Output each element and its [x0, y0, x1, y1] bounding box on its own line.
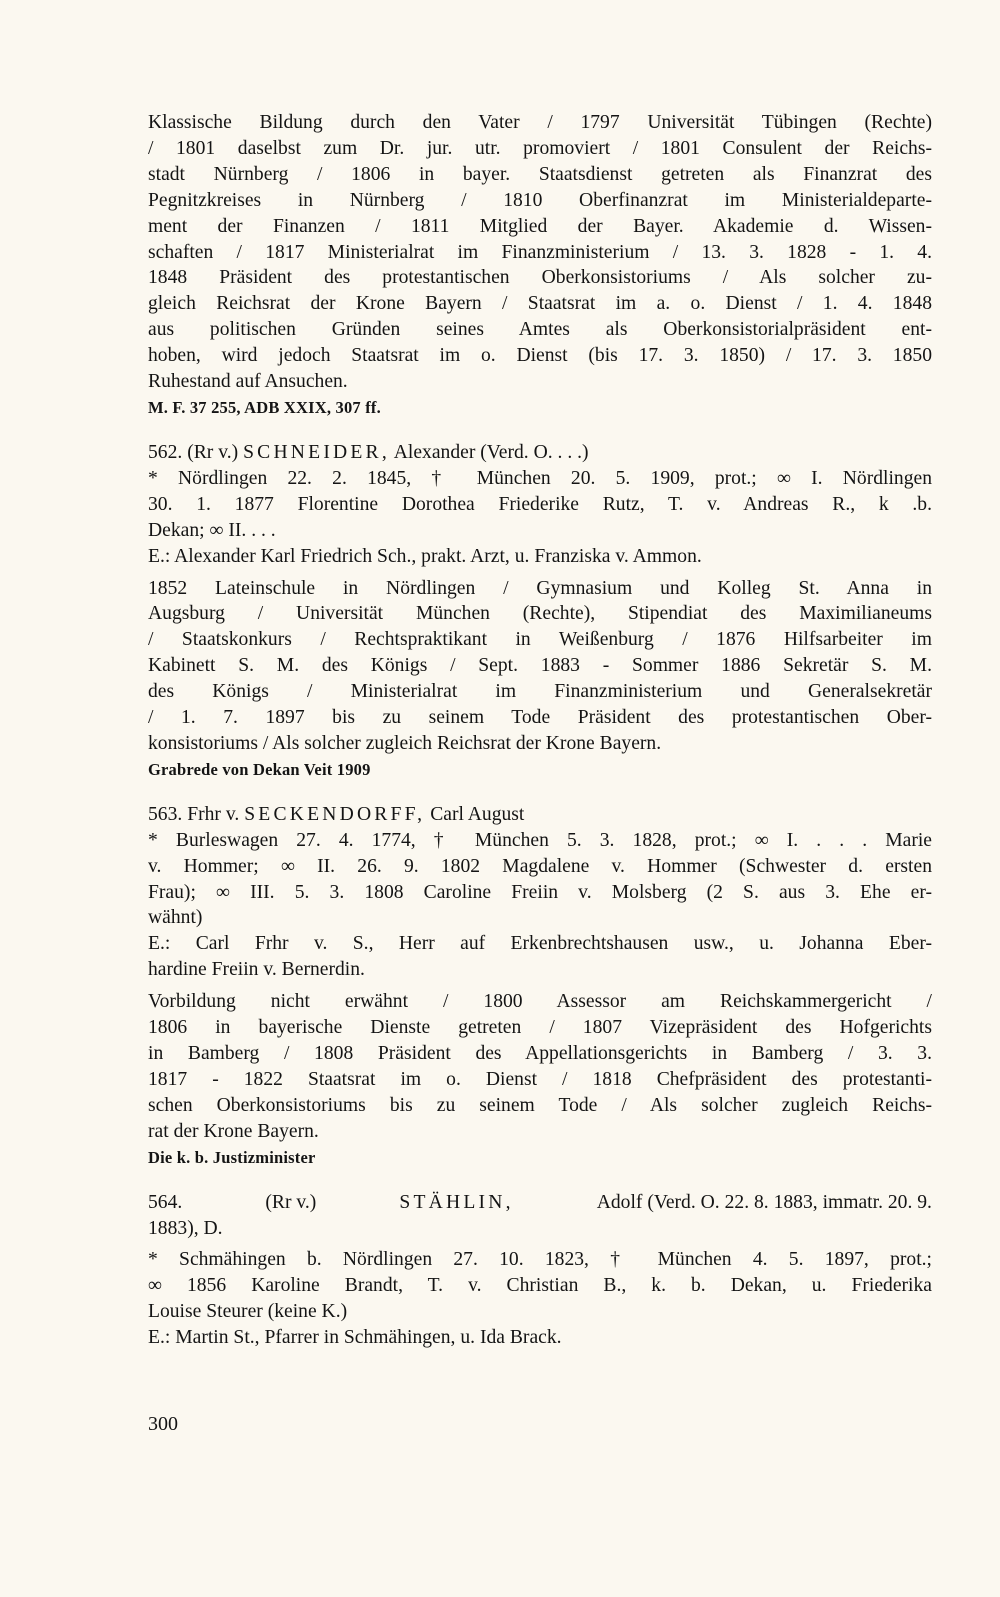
text-line: Dekan; ∞ II. . . . [148, 519, 276, 541]
text-line: schaften / 1817 Ministerialrat im Finanzministerium / 13. 3. 1828 - 1. 4. [148, 241, 932, 263]
vital-data [148, 1247, 932, 1325]
text-line: 1817 - 1822 Staatsrat im o. Dienst / 1818 Chefpräsident des protestanti- [148, 1068, 932, 1090]
entry-given-name: Carl August [430, 803, 525, 825]
text-line: 30. 1. 1877 Florentine Dorothea Friederike Rutz, T. v. Andreas R., k .b. [148, 493, 932, 515]
entry-surname: SCHNEIDER, [243, 441, 390, 463]
text-line: 1806 in bayerische Dienste getreten / 1807 Vizepräsident des Hofgerichts [148, 1017, 932, 1039]
text-line: Pegnitzkreises in Nürnberg / 1810 Oberfinanzrat im Ministerialdeparte- [148, 189, 932, 211]
text-line: Klassische Bildung durch den Vater / 1797 Universität Tübingen (Rechte) [148, 112, 932, 133]
text-line: ment der Finanzen / 1811 Mitglied der Bayer. Akademie d. Wissen- [148, 215, 932, 237]
text-line: rat der Krone Bayern. [148, 1120, 319, 1142]
entry-prefix: (Rr v.) [265, 1191, 317, 1213]
entry-heading-continued: 1883), D. [148, 1217, 223, 1239]
career [148, 576, 932, 757]
text-line: schen Oberkonsistoriums bis zu seinem Tode / Als solcher zugleich Reichs- [148, 1094, 932, 1116]
career [148, 989, 932, 1144]
entry-number: 564. [148, 1191, 183, 1213]
text-line: Vorbildung nicht erwähnt / 1800 Assessor am Reichskammergericht / [148, 991, 932, 1013]
text-line: / 1. 7. 1897 bis zu seinem Tode Präsident des protestantischen Ober- [148, 707, 932, 729]
text-line: * Nördlingen 22. 2. 1845, † München 20. 5. 1909, prot.; ∞ I. Nördlingen [148, 467, 932, 489]
text-line: stadt Nürnberg / 1806 in bayer. Staatsdienst getreten als Finanzrat des [148, 163, 932, 185]
text-line: * Schmähingen b. Nördlingen 27. 10. 1823, † München 4. 5. 1897, prot.; [148, 1249, 932, 1271]
text-line: konsistoriums / Als solcher zugleich Reichsrat der Krone Bayern. [148, 732, 662, 754]
page-number: 300 [148, 1413, 178, 1435]
entry-prefix: (Rr v.) [187, 441, 239, 463]
text-line: * Burleswagen 27. 4. 1774, † München 5. 3. 1828, prot.; ∞ I. . . . Marie [148, 829, 932, 851]
page-text [148, 110, 932, 1351]
entry-564 [148, 1190, 932, 1351]
entry-surname: STÄHLIN, [399, 1191, 514, 1213]
text-line: / 1801 daselbst zum Dr. jur. utr. promoviert / 1801 Consulent der Reichs- [148, 137, 932, 159]
entry-prefix: Frhr v. [187, 803, 240, 825]
vital-data [148, 828, 932, 932]
text-line: Louise Steurer (keine K.) [148, 1301, 348, 1323]
reference-note: Die k. b. Justizminister [148, 1147, 316, 1167]
text-line: Augsburg / Universität München (Rechte), Stipendiat des Maximilianeums [148, 603, 932, 625]
entry-surname: SECKENDORFF, [244, 803, 426, 825]
vital-data [148, 466, 932, 544]
text-line: hoben, wird jedoch Staatsrat im o. Dienst (bis 17. 3. 1850) / 17. 3. 1850 [148, 345, 932, 367]
text-line: Ruhestand auf Ansuchen. [148, 371, 348, 393]
text-line: hardine Freiin v. Bernerdin. [148, 959, 365, 981]
text-line: 1848 Präsident des protestantischen Oberkonsistoriums / Als solcher zu- [148, 267, 932, 289]
text-line: Frau); ∞ III. 5. 3. 1808 Caroline Freiin v. Molsberg (2 S. aus 3. Ehe er- [148, 881, 932, 903]
entry-number: 563. [148, 803, 183, 825]
entry-given-name: Adolf (Verd. O. 22. 8. 1883, immatr. 20. 9. [596, 1191, 932, 1213]
text-line: E.: Carl Frhr v. S., Herr auf Erkenbrechtshausen usw., u. Johanna Eber- [148, 933, 932, 955]
text-line: 1852 Lateinschule in Nördlingen / Gymnasium und Kolleg St. Anna in [148, 577, 932, 599]
entry-heading [148, 1190, 932, 1216]
text-line: aus politischen Gründen seines Amtes als Oberkonsistorialpräsident ent- [148, 319, 932, 341]
text-line: des Königs / Ministerialrat im Finanzministerium und Generalsekretär [148, 681, 932, 703]
entry-heading [148, 440, 932, 466]
entry-number: 562. [148, 441, 183, 463]
parents: E.: Alexander Karl Friedrich Sch., prakt. Arzt, u. Franziska v. Ammon. [148, 545, 702, 567]
entry-given-name: Alexander (Verd. O. . . .) [393, 441, 589, 463]
intro-paragraph [148, 110, 932, 395]
text-line: Kabinett S. M. des Königs / Sept. 1883 - Sommer 1886 Sekretär S. M. [148, 655, 932, 677]
reference-note: M. F. 37 255, ADB XXIX, 307 ff. [148, 397, 381, 417]
entry-563 [148, 802, 932, 1170]
entry-heading [148, 802, 932, 828]
parents [148, 931, 932, 983]
parents: E.: Martin St., Pfarrer in Schmähingen, u. Ida Brack. [148, 1327, 562, 1349]
text-line: / Staatskonkurs / Rechtspraktikant in Weißenburg / 1876 Hilfsarbeiter im [148, 629, 932, 651]
reference-note: Grabrede von Dekan Veit 1909 [148, 759, 371, 779]
text-line: ∞ 1856 Karoline Brandt, T. v. Christian B., k. b. Dekan, u. Friederika [148, 1275, 932, 1297]
entry-562 [148, 440, 932, 782]
text-line: in Bamberg / 1808 Präsident des Appellationsgerichts in Bamberg / 3. 3. [148, 1043, 932, 1064]
text-line: v. Hommer; ∞ II. 26. 9. 1802 Magdalene v. Hommer (Schwester d. ersten [148, 855, 932, 877]
text-line: wähnt) [148, 907, 203, 929]
text-line: gleich Reichsrat der Krone Bayern / Staatsrat im a. o. Dienst / 1. 4. 1848 [148, 293, 932, 315]
